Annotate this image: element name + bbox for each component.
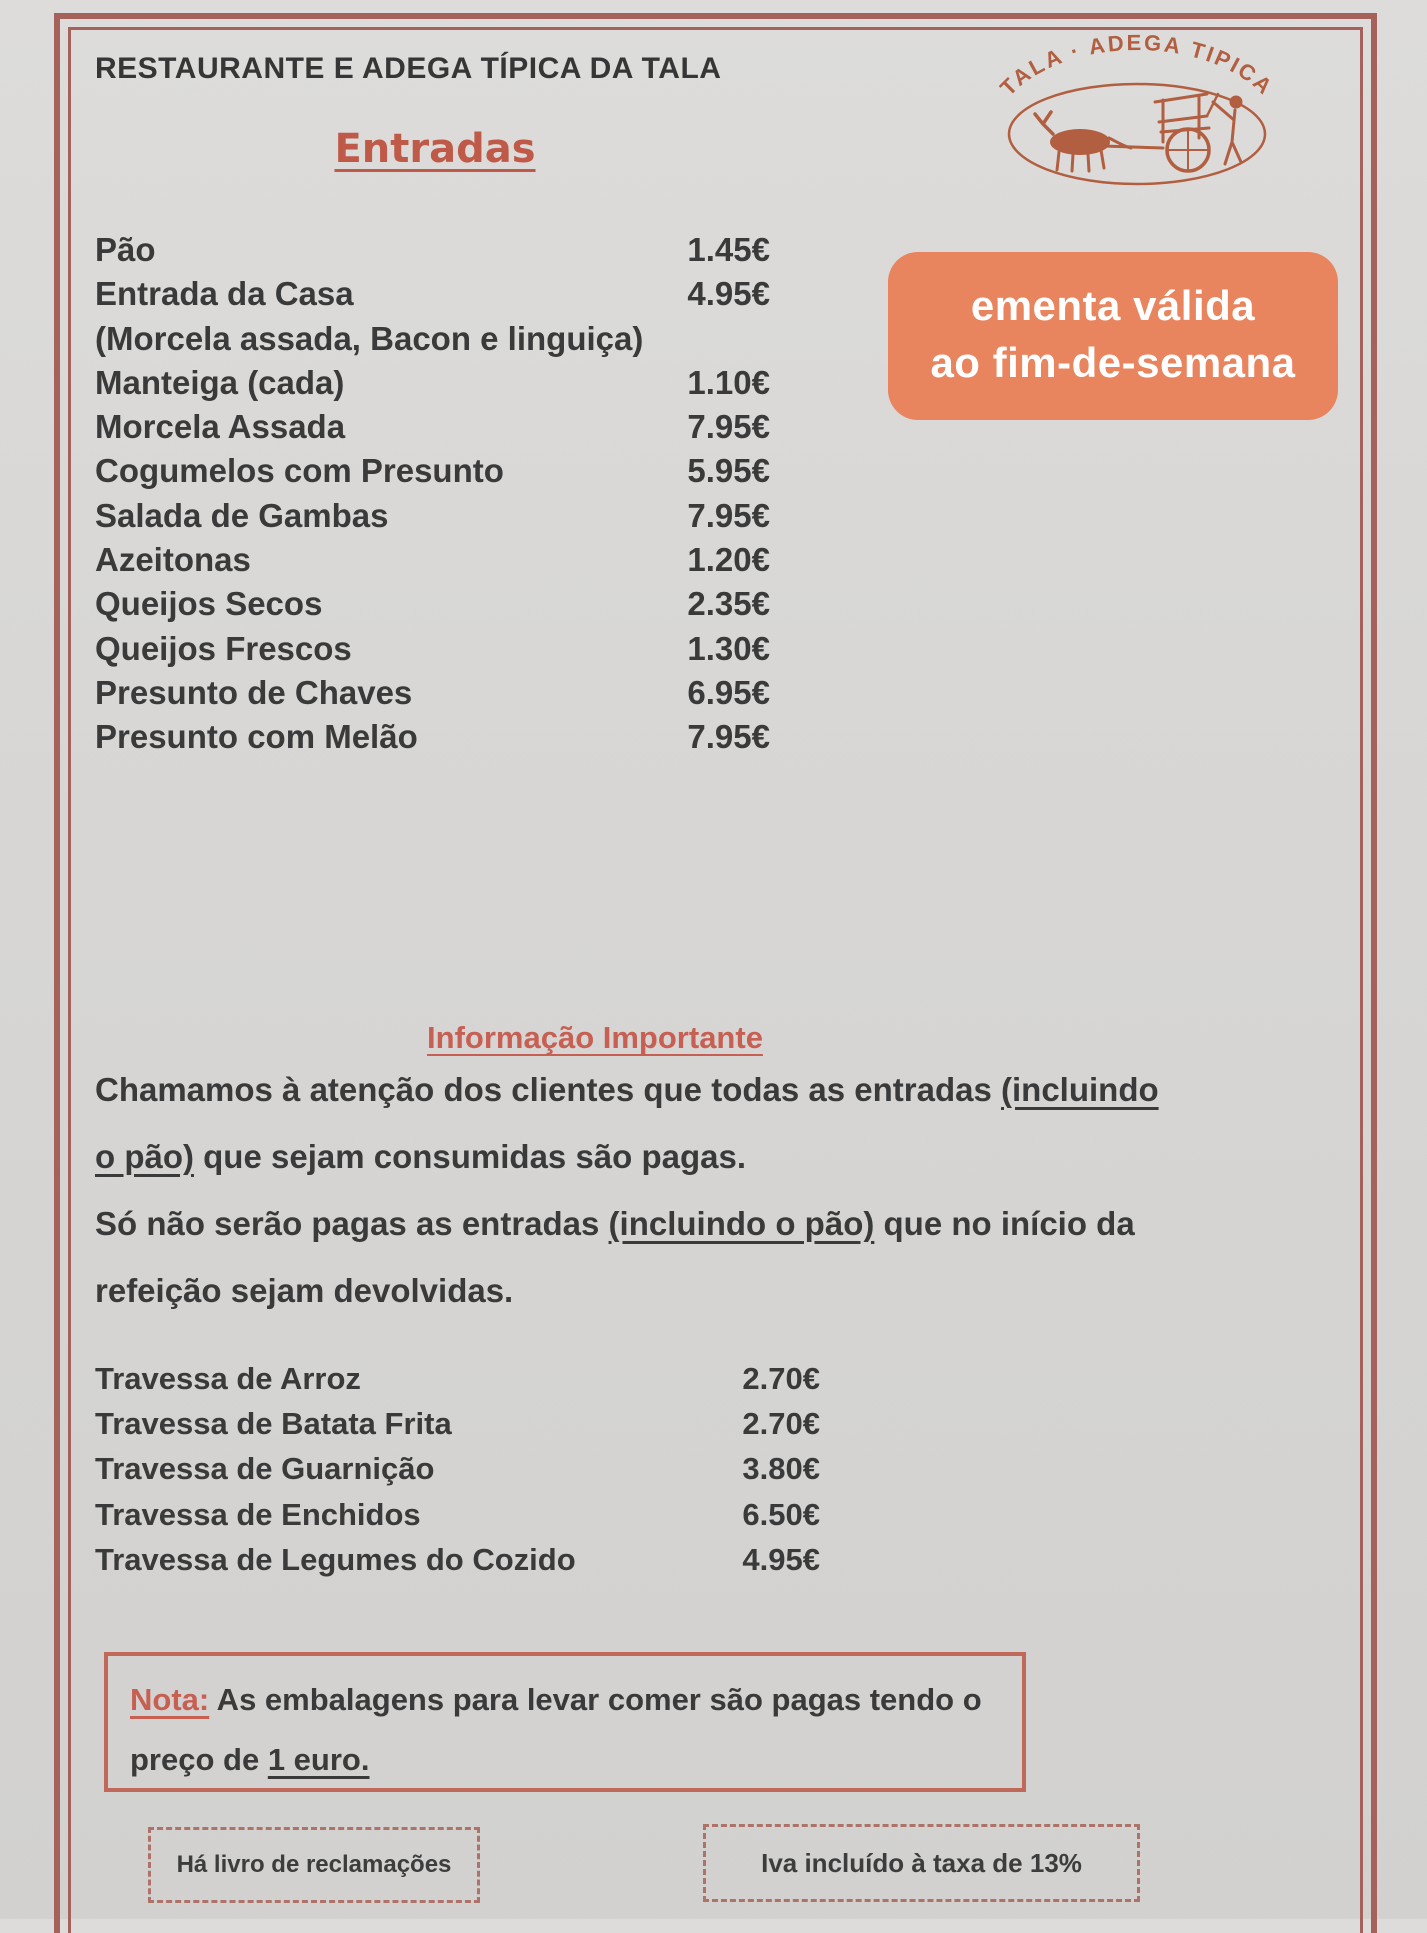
info-paragraphs	[95, 1056, 1315, 1324]
info-line-4: refeição sejam devolvidas.	[95, 1272, 514, 1309]
menu-item-row	[95, 228, 770, 272]
menu-item-price: 1.20€	[687, 541, 770, 579]
menu-item-name: Travessa de Enchidos	[95, 1496, 421, 1532]
menu-item-name: Pão	[95, 231, 156, 268]
note-box	[104, 1652, 1026, 1792]
menu-item-row	[95, 361, 770, 405]
menu-item-name: Manteiga (cada)	[95, 363, 345, 401]
menu-item-price: 4.95€	[687, 275, 770, 313]
menu-item-row	[95, 405, 770, 449]
menu-item-row	[95, 715, 770, 759]
info-line-1: Chamamos à atenção dos clientes que todas as entradas (incluindo	[95, 1071, 1159, 1108]
menu-item-price: 6.50€	[742, 1496, 820, 1532]
menu-item-row	[95, 1446, 820, 1491]
menu-item-row	[95, 582, 770, 626]
info-heading: Informação Importante	[427, 1020, 763, 1055]
logo-oval	[1009, 84, 1265, 184]
logo-ox-cart-drawing	[1035, 94, 1243, 171]
validity-badge	[888, 252, 1338, 420]
menu-item-price: 7.95€	[687, 718, 770, 756]
menu-item-name: Queijos Secos	[95, 585, 323, 623]
menu-item-price: 6.95€	[687, 673, 770, 711]
menu-item-price: 2.35€	[687, 585, 770, 623]
menu-item-row	[95, 449, 770, 493]
badge-line-2: ao fim-de-semana	[930, 339, 1296, 386]
menu-item-name: Travessa de Arroz	[95, 1361, 361, 1396]
menu-item-row	[95, 627, 770, 671]
menu-item-name: Salada de Gambas	[95, 496, 389, 534]
logo-arc-text: TALA · ADEGA TIPICA	[995, 30, 1279, 101]
complaints-book-box: Há livro de reclamações	[148, 1827, 480, 1903]
menu-item-name: (Morcela assada, Bacon e linguiça)	[95, 319, 644, 357]
menu-item-row	[95, 1537, 820, 1582]
badge-line-1: ementa válida	[970, 282, 1256, 329]
menu-item-name: Travessa de Guarnição	[95, 1451, 435, 1487]
info-line-2: o pão) que sejam consumidas são pagas.	[95, 1138, 747, 1175]
info-line-3: Só não serão pagas as entradas (incluindo o pão) que no início da	[95, 1205, 1135, 1242]
section-heading-entradas: Entradas	[334, 126, 536, 172]
menu-item-price: 1.45€	[687, 231, 770, 268]
travessas-price-list	[95, 1356, 820, 1582]
menu-item-name: Travessa de Legumes do Cozido	[95, 1541, 576, 1577]
menu-item-name: Presunto de Chaves	[95, 673, 413, 711]
menu-item-row	[95, 1492, 820, 1537]
entradas-price-list	[95, 228, 770, 760]
menu-item-name: Queijos Frescos	[95, 629, 352, 667]
restaurant-title: RESTAURANTE E ADEGA TÍPICA DA TALA	[95, 52, 722, 85]
menu-item-price: 7.95€	[687, 496, 770, 534]
note-label: Nota:	[130, 1682, 210, 1717]
menu-item-name: Azeitonas	[95, 541, 251, 579]
menu-item-row	[95, 671, 770, 715]
menu-item-name: Presunto com Melão	[95, 718, 418, 756]
menu-item-price: 2.70€	[742, 1406, 820, 1442]
menu-item-name: Cogumelos com Presunto	[95, 452, 504, 490]
menu-item-name: Travessa de Batata Frita	[95, 1406, 452, 1442]
menu-item-row	[95, 494, 770, 538]
menu-item-row	[95, 317, 770, 361]
restaurant-logo-ox-cart-icon	[985, 30, 1285, 190]
menu-item-price: 2.70€	[742, 1361, 820, 1396]
menu-item-price: 4.95€	[742, 1541, 820, 1577]
menu-item-row	[95, 538, 770, 582]
menu-item-price: 7.95€	[687, 408, 770, 446]
menu-item-row	[95, 272, 770, 316]
menu-item-name: Entrada da Casa	[95, 275, 354, 313]
menu-item-price: 3.80€	[742, 1451, 820, 1487]
menu-item-price: 1.10€	[687, 363, 770, 401]
note-line-1: Nota: As embalagens para levar comer são pagas tendo o	[130, 1682, 982, 1717]
menu-item-price: 1.30€	[687, 629, 770, 667]
menu-item-price: 5.95€	[687, 452, 770, 490]
menu-item-row	[95, 1401, 820, 1446]
menu-item-row	[95, 1356, 820, 1401]
menu-item-name: Morcela Assada	[95, 408, 346, 446]
note-line-2: preço de 1 euro.	[130, 1742, 370, 1777]
vat-included-box: Iva incluído à taxa de 13%	[703, 1824, 1140, 1902]
